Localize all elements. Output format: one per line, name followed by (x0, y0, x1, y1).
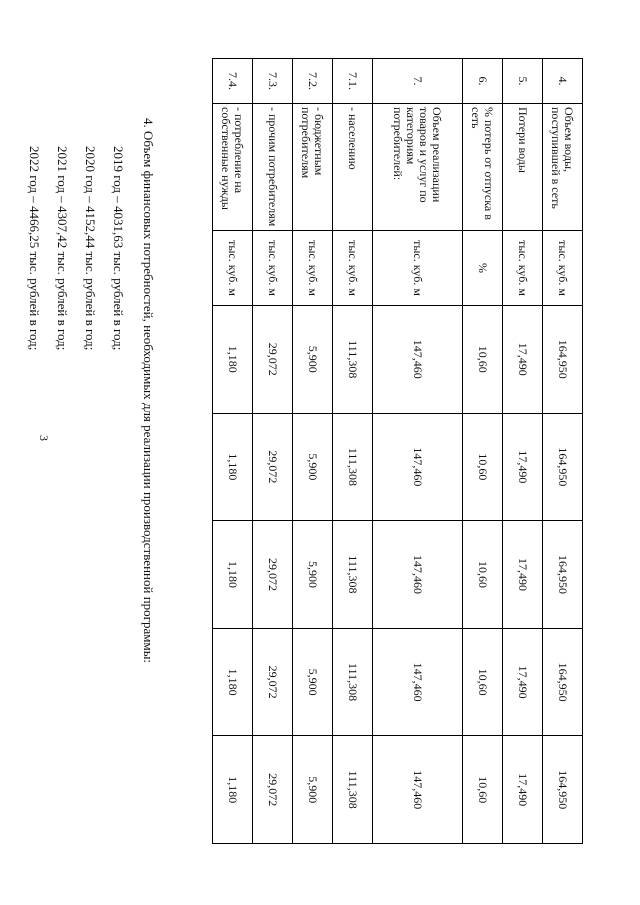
row-value: 29,072 (253, 628, 293, 736)
row-value: 147,460 (373, 521, 463, 629)
finance-line: 2021 год – 4307,42 тыс. рублей в год; (55, 146, 70, 351)
row-unit: тыс. куб. м (503, 231, 543, 306)
row-unit: тыс. куб. м (543, 231, 583, 306)
row-value: 10,60 (463, 306, 503, 414)
row-value: 5,900 (293, 413, 333, 521)
row-unit: тыс. куб. м (373, 231, 463, 306)
row-unit: % (463, 231, 503, 306)
row-value: 111,308 (333, 628, 373, 736)
row-index: 4. (543, 59, 583, 104)
row-name: - населению (333, 104, 373, 231)
table-row (213, 59, 253, 844)
row-value: 111,308 (333, 306, 373, 414)
row-value: 17,490 (503, 413, 543, 521)
row-name: Объем воды, поступившей в сеть (543, 104, 583, 231)
row-index: 7.3. (253, 59, 293, 104)
row-value: 164,950 (543, 521, 583, 629)
row-index: 5. (503, 59, 543, 104)
row-value: 10,60 (463, 736, 503, 844)
row-value: 1,180 (213, 521, 253, 629)
row-value: 111,308 (333, 413, 373, 521)
table-row (373, 59, 463, 844)
row-name: - бюджетным потребителям (293, 104, 333, 231)
row-value: 10,60 (463, 628, 503, 736)
row-name: Объем реализации товаров и услуг по категориям потребителей: (373, 104, 463, 231)
row-value: 111,308 (333, 521, 373, 629)
row-value: 1,180 (213, 736, 253, 844)
table-row (543, 59, 583, 844)
row-index: 7.1. (333, 59, 373, 104)
finance-section (20, 118, 162, 848)
row-value: 29,072 (253, 306, 293, 414)
row-unit: тыс. куб. м (253, 231, 293, 306)
row-index: 7. (373, 59, 463, 104)
row-value: 147,460 (373, 413, 463, 521)
row-value: 147,460 (373, 736, 463, 844)
page-number: 3 (37, 435, 51, 441)
row-name: - прочим потребителям (253, 104, 293, 231)
row-value: 10,60 (463, 413, 503, 521)
row-value: 1,180 (213, 413, 253, 521)
row-value: 111,308 (333, 736, 373, 844)
indicators-table (212, 58, 583, 844)
row-value: 164,950 (543, 306, 583, 414)
finance-line: 2019 год – 4031,63 тыс. рублей в год; (111, 146, 126, 351)
row-value: 29,072 (253, 413, 293, 521)
row-name: - потребление на собственные нужды (213, 104, 253, 231)
finance-line: 2020 год – 4152,44 тыс. рублей в год; (83, 146, 98, 351)
row-value: 1,180 (213, 306, 253, 414)
row-value: 29,072 (253, 736, 293, 844)
row-value: 17,490 (503, 628, 543, 736)
row-unit: тыс. куб. м (333, 231, 373, 306)
row-value: 10,60 (463, 521, 503, 629)
row-value: 17,490 (503, 306, 543, 414)
row-value: 147,460 (373, 306, 463, 414)
row-unit: тыс. куб. м (213, 231, 253, 306)
table-row (333, 59, 373, 844)
row-value: 5,900 (293, 521, 333, 629)
row-value: 5,900 (293, 306, 333, 414)
finance-heading: 4. Объем финансовых потребностей, необходимых для реализации производственной программы: (141, 118, 156, 664)
row-value: 29,072 (253, 521, 293, 629)
row-value: 164,950 (543, 628, 583, 736)
row-index: 7.4. (213, 59, 253, 104)
row-value: 17,490 (503, 736, 543, 844)
row-unit: тыс. куб. м (293, 231, 333, 306)
row-value: 5,900 (293, 628, 333, 736)
row-value: 17,490 (503, 521, 543, 629)
row-name: % потерь от отпуска в сеть (463, 104, 503, 231)
row-value: 147,460 (373, 628, 463, 736)
row-value: 164,950 (543, 736, 583, 844)
row-index: 7.2. (293, 59, 333, 104)
row-value: 164,950 (543, 413, 583, 521)
table-row (293, 59, 333, 844)
row-value: 1,180 (213, 628, 253, 736)
row-value: 5,900 (293, 736, 333, 844)
rotated-content (27, 58, 583, 848)
finance-line: 2022 год – 4466,25 тыс. рублей в год; (27, 146, 42, 351)
row-name: Потери воды (503, 104, 543, 231)
row-index: 6. (463, 59, 503, 104)
table-row (253, 59, 293, 844)
table-row (463, 59, 503, 844)
table-row (503, 59, 543, 844)
